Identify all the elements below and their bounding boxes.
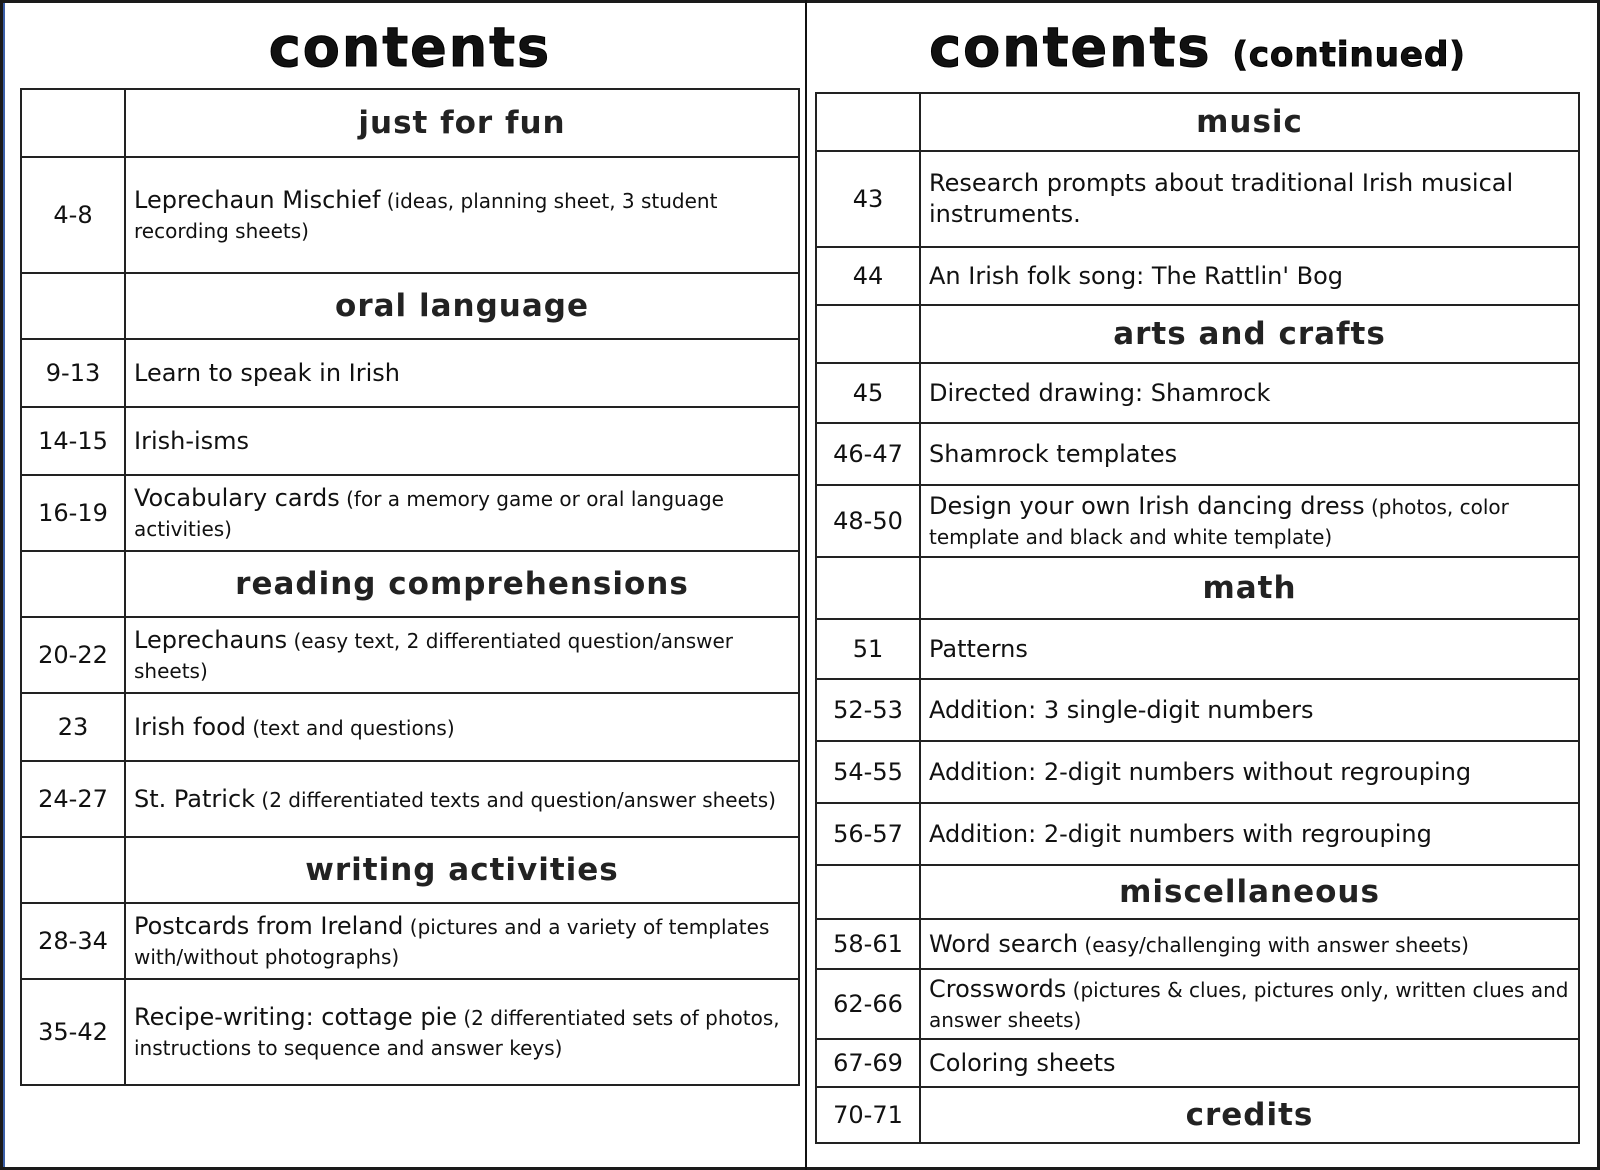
contents-entry xyxy=(21,617,799,693)
entry-title: Addition: 2-digit numbers with regrouping xyxy=(929,819,1432,848)
entry-title: Irish-isms xyxy=(134,426,250,455)
entry-note: (ideas, planning sheet, 3 student recording sheets) xyxy=(134,188,718,243)
entry-title: Recipe-writing: cottage pie xyxy=(134,1002,457,1031)
entry-description xyxy=(125,475,799,551)
contents-entry xyxy=(21,475,799,551)
entry-description xyxy=(920,803,1579,865)
contents-entry xyxy=(21,157,799,273)
entry-description xyxy=(920,423,1579,485)
entry-description xyxy=(920,363,1579,423)
contents-entry xyxy=(816,679,1579,741)
entry-note: (photos, color template and black and white template) xyxy=(929,494,1509,549)
entry-title: Directed drawing: Shamrock xyxy=(929,378,1271,407)
contents-entry xyxy=(816,485,1579,557)
page-range: 48-50 xyxy=(816,485,920,557)
entry-description xyxy=(920,741,1579,803)
section-heading: writing activities xyxy=(125,837,799,903)
contents-table-left xyxy=(20,88,800,1086)
page-range: 24-27 xyxy=(21,761,125,837)
contents-table-right xyxy=(815,92,1580,1144)
entry-title: Crosswords xyxy=(929,974,1067,1003)
contents-left-column xyxy=(20,0,800,1086)
entry-description xyxy=(920,619,1579,679)
page-range: 52-53 xyxy=(816,679,920,741)
contents-entry xyxy=(816,919,1579,969)
page-range: 23 xyxy=(21,693,125,761)
contents-entry xyxy=(21,339,799,407)
section-heading: arts and crafts xyxy=(920,305,1579,363)
section-row xyxy=(21,551,799,617)
column-divider xyxy=(805,0,807,1170)
page-range: 51 xyxy=(816,619,920,679)
entry-title: Vocabulary cards xyxy=(134,483,340,512)
contents-entry xyxy=(816,1039,1579,1087)
section-row xyxy=(816,305,1579,363)
section-heading: reading comprehensions xyxy=(125,551,799,617)
page-range: 14-15 xyxy=(21,407,125,475)
contents-title-text: contents xyxy=(929,16,1212,79)
section-pages-cell xyxy=(21,837,125,903)
section-pages-cell xyxy=(21,551,125,617)
entry-description xyxy=(920,247,1579,305)
entry-title: Patterns xyxy=(929,634,1028,663)
contents-entry xyxy=(21,693,799,761)
page-range: 54-55 xyxy=(816,741,920,803)
entry-note: (for a memory game or oral language activities) xyxy=(134,486,724,541)
section-row xyxy=(816,93,1579,151)
section-row xyxy=(21,89,799,157)
contents-entry xyxy=(816,423,1579,485)
section-pages-cell xyxy=(816,305,920,363)
section-pages-cell xyxy=(816,865,920,919)
entry-description xyxy=(920,1039,1579,1087)
entry-note: (pictures and a variety of templates with/without photographs) xyxy=(134,914,770,969)
entry-title: Irish food xyxy=(134,712,247,741)
section-row xyxy=(816,865,1579,919)
contents-entry xyxy=(816,803,1579,865)
section-pages-cell xyxy=(21,273,125,339)
entry-title: Research prompts about traditional Irish musical instruments. xyxy=(929,169,1514,228)
contents-entry xyxy=(21,407,799,475)
section-heading: music xyxy=(920,93,1579,151)
entry-title: Postcards from Ireland xyxy=(134,911,404,940)
page-range: 44 xyxy=(816,247,920,305)
contents-entry xyxy=(816,363,1579,423)
contents-right-column xyxy=(815,0,1580,1144)
contents-entry xyxy=(816,151,1579,247)
contents-entry xyxy=(21,903,799,979)
entry-title: An Irish folk song: The Rattlin' Bog xyxy=(929,261,1343,290)
entry-description xyxy=(125,693,799,761)
contents-entry xyxy=(816,247,1579,305)
entry-title: Word search xyxy=(929,929,1079,958)
entry-note: (easy text, 2 differentiated question/answer sheets) xyxy=(134,628,734,683)
entry-description xyxy=(125,407,799,475)
page-range: 67-69 xyxy=(816,1039,920,1087)
page-range: 16-19 xyxy=(21,475,125,551)
page-range: 62-66 xyxy=(816,969,920,1039)
entry-description xyxy=(920,969,1579,1039)
page-range: 28-34 xyxy=(21,903,125,979)
entry-title: Learn to speak in Irish xyxy=(134,358,401,387)
entry-description xyxy=(125,903,799,979)
section-heading: math xyxy=(920,557,1579,619)
entry-title: Shamrock templates xyxy=(929,439,1178,468)
entry-title: Leprechauns xyxy=(134,625,288,654)
section-heading: just for fun xyxy=(125,89,799,157)
section-heading: credits xyxy=(920,1087,1579,1143)
contents-title-text: contents xyxy=(268,16,552,79)
entry-note: (text and questions) xyxy=(246,715,455,740)
entry-description xyxy=(125,339,799,407)
entry-note: (2 differentiated sets of photos, instructions to sequence and answer keys) xyxy=(134,1005,780,1060)
contents-entry xyxy=(21,761,799,837)
entry-title: Leprechaun Mischief xyxy=(134,185,381,214)
entry-description xyxy=(125,157,799,273)
page-range: 4-8 xyxy=(21,157,125,273)
entry-description xyxy=(920,919,1579,969)
contents-continued-title xyxy=(815,0,1580,92)
entry-title: St. Patrick xyxy=(134,784,256,813)
contents-entry xyxy=(816,969,1579,1039)
page-range: 70-71 xyxy=(816,1087,920,1143)
section-pages-cell xyxy=(816,93,920,151)
page-range: 58-61 xyxy=(816,919,920,969)
entry-title: Coloring sheets xyxy=(929,1048,1116,1077)
entry-description xyxy=(920,679,1579,741)
entry-description xyxy=(125,617,799,693)
entry-description xyxy=(920,151,1579,247)
page-range: 20-22 xyxy=(21,617,125,693)
section-heading: oral language xyxy=(125,273,799,339)
entry-title: Addition: 3 single-digit numbers xyxy=(929,695,1314,724)
contents-entry xyxy=(21,979,799,1085)
entry-description xyxy=(125,761,799,837)
section-row xyxy=(816,557,1579,619)
contents-entry xyxy=(816,741,1579,803)
section-heading: miscellaneous xyxy=(920,865,1579,919)
page-range: 56-57 xyxy=(816,803,920,865)
section-row xyxy=(21,273,799,339)
page-range: 46-47 xyxy=(816,423,920,485)
entry-title: Addition: 2-digit numbers without regrouping xyxy=(929,757,1472,786)
section-pages-cell xyxy=(816,557,920,619)
contents-title xyxy=(20,0,800,88)
section-pages-cell xyxy=(21,89,125,157)
page-range: 35-42 xyxy=(21,979,125,1085)
contents-entry xyxy=(816,619,1579,679)
entry-note: (2 differentiated texts and question/answer sheets) xyxy=(255,787,776,812)
page-range: 43 xyxy=(816,151,920,247)
entry-note: (pictures & clues, pictures only, written clues and answer sheets) xyxy=(929,977,1569,1032)
section-row xyxy=(21,837,799,903)
entry-title: Design your own Irish dancing dress xyxy=(929,491,1365,520)
entry-description xyxy=(125,979,799,1085)
entry-description xyxy=(920,485,1579,557)
credits-row xyxy=(816,1087,1579,1143)
continued-label: (continued) xyxy=(1232,35,1466,75)
page-range: 45 xyxy=(816,363,920,423)
page-range: 9-13 xyxy=(21,339,125,407)
entry-note: (easy/challenging with answer sheets) xyxy=(1078,932,1469,957)
